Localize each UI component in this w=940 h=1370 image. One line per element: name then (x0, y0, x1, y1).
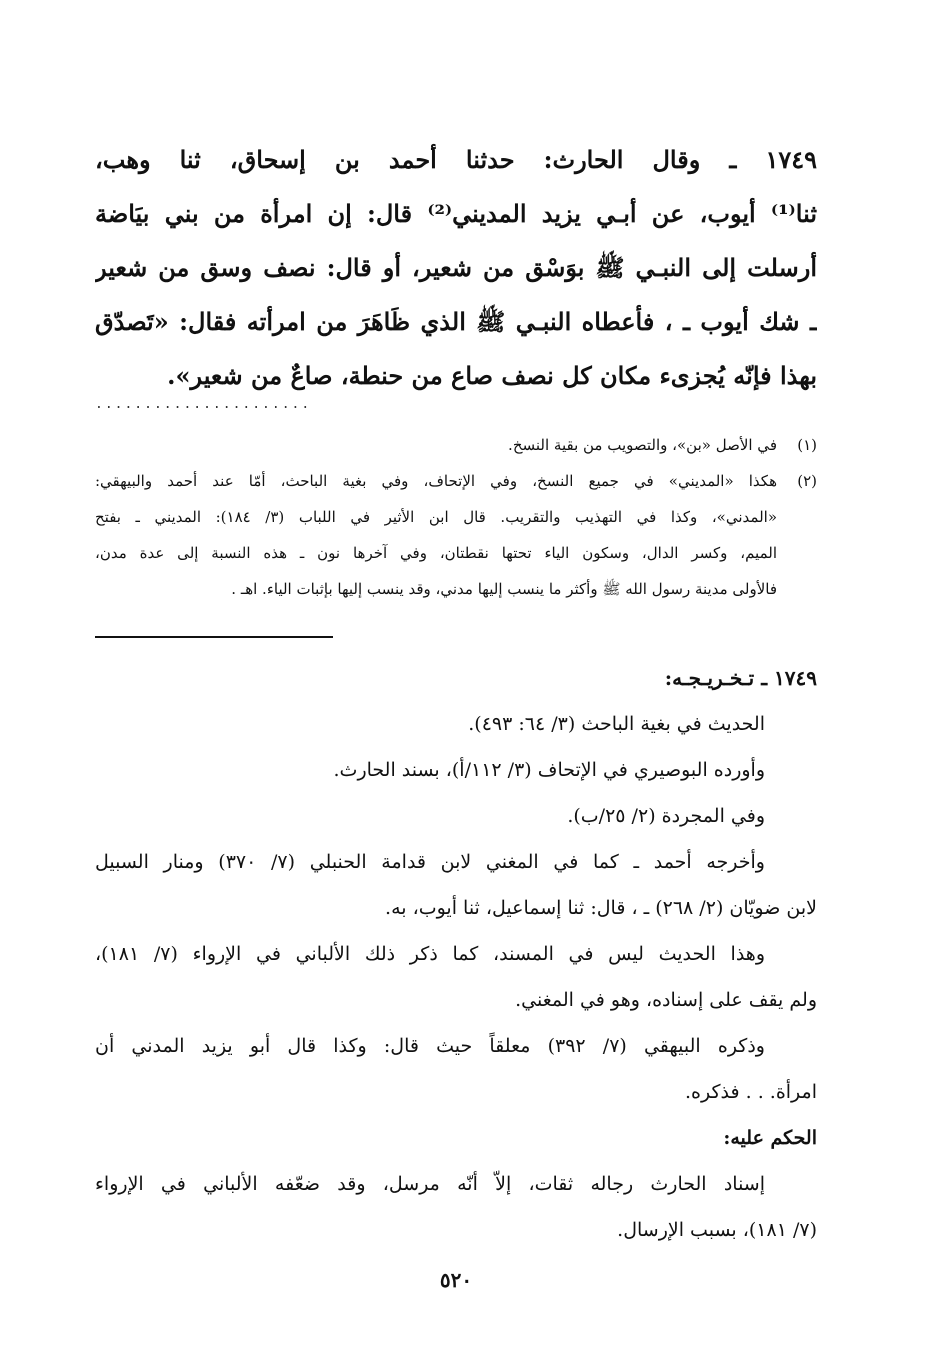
text-line: وأورده البوصيري في الإتحاف (٣/ ١١٢/أ)، بسند الحارث. (333, 759, 765, 781)
text-line: لابن ضويّان (٢/ ٢٦٨) ـ ، قال: ثنا إسماعيل، ثنا أيوب، به. (385, 897, 817, 919)
footnote-number: (٢) (797, 472, 817, 490)
text-line: (٧/ ١٨١)، بسبب الإرسال. (617, 1219, 817, 1241)
footnote-1 (95, 427, 817, 463)
text-line: الحديث في بغية الباحث (٣/ ٦٤: ٤٩٣). (468, 713, 765, 735)
hadith-line: أرسلت إلى النبـي ﷺ بوَسْق من شعير، أو قال: نصف وسق من شعير (95, 253, 817, 282)
footnote-line: الميم، وكسر الدال، وسكون الياء تحتها نقطتان، وفي آخرها نون ـ هذه النسبة إلى عدة مدن، (95, 544, 777, 562)
footnotes (95, 427, 817, 607)
text-line: امرأة. . . فذكره. (685, 1081, 817, 1103)
takhrij-lines (95, 701, 817, 1115)
takhrij-heading: ١٧٤٩ ـ تـخـريـجـه: (664, 666, 817, 690)
section-rule (95, 636, 333, 638)
takhrij-section (95, 655, 817, 1253)
hadith-text (95, 133, 817, 403)
hadith-line: ثنا⁽¹⁾ أيوب، عن أبـي يزيد المديني⁽²⁾ قال: إن امرأة من بني بيَاضة (95, 199, 817, 228)
page-number: ٥٢٠ (439, 1268, 473, 1292)
footnote-line: هكذا «المديني» في جميع النسخ، وفي الإتحاف، وفي بغية الباحث، أمّا عند أحمد والبيهقي: (95, 472, 777, 490)
footnote-line: في الأصل «بن»، والتصويب من بقية النسخ. (508, 436, 777, 454)
footnote-line: «المدني»، وكذا في التهذيب والتقريب. قال ابن الأثير في اللباب (٣/ ١٨٤): المديني ـ بفتح (95, 508, 777, 526)
text-line: ولم يقف على إسناده، وهو في المغني. (515, 989, 817, 1011)
text-line: إسناد الحارث رجاله ثقات، إلاّ أنّه مرسل، وقد ضعّفه الألباني في الإرواء (95, 1173, 765, 1195)
book-page (95, 0, 817, 1370)
text-line: وذكره البيهقي (٧/ ٣٩٢) معلقاً حيث قال: وكذا قال أبو يزيد المدني أن (95, 1035, 765, 1057)
footnote-2 (95, 463, 817, 607)
hadith-line: ١٧٤٩ ـ وقال الحارث: حدثنا أحمد بن إسحاق، ثنا وهب، (95, 145, 817, 174)
hadith-line: ـ شك أيوب ـ ، فأعطاه النبـي ﷺ الذي ظَاهَرَ من امرأته فقال: «تَصدّق (95, 307, 817, 336)
ruling-lines (95, 1161, 817, 1253)
ruling-heading: الحكم عليه: (723, 1127, 817, 1149)
text-line: وفي المجردة (٢/ ٢٥/ب). (567, 805, 765, 827)
footnote-number: (١) (797, 436, 817, 454)
text-line: وهذا الحديث ليس في المسند، كما ذكر ذلك الألباني في الإرواء (٧/ ١٨١)، (95, 943, 765, 965)
text-line: وأخرجه أحمد ـ كما في المغني لابن قدامة الحنبلي (٧/ ٣٧٠) ومنار السبيل (95, 851, 765, 873)
footnote-separator: ...................... (95, 398, 312, 412)
hadith-line: بهذا فإنّه يُجزىء مكان كل نصف صاع من حنطة، صاعٌ من شعير». (167, 361, 817, 390)
footnote-line: فالأولى مدينة رسول الله ﷺ وأكثر ما ينسب إليها مدني، وقد ينسب إليها بإثبات الياء. اهـ . (231, 580, 777, 598)
